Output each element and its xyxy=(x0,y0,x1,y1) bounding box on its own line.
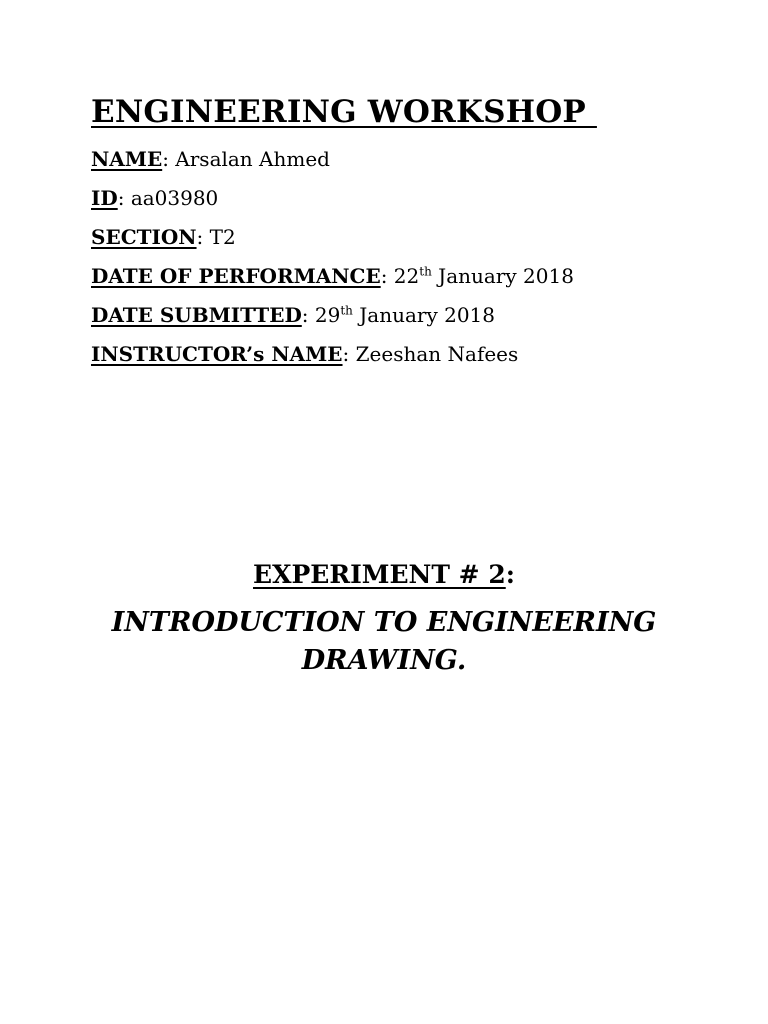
experiment-heading xyxy=(0,560,768,589)
field-date-of-performance-label: DATE OF PERFORMANCE xyxy=(91,264,381,288)
field-section xyxy=(91,224,731,263)
field-instructor-name-value: Zeeshan Nafees xyxy=(355,342,519,366)
field-name-separator: : xyxy=(162,147,176,171)
experiment-title-line-1: INTRODUCTION TO ENGINEERING xyxy=(111,607,657,638)
field-date-submitted-label: DATE SUBMITTED xyxy=(91,303,302,327)
field-date-of-performance-separator: : xyxy=(380,264,394,288)
field-instructor-name-separator: : xyxy=(342,342,356,366)
experiment-number: EXPERIMENT # 2 xyxy=(253,560,506,589)
field-date-submitted-separator: : xyxy=(301,303,315,327)
field-date-submitted-value xyxy=(315,303,495,327)
info-fields xyxy=(91,146,731,380)
date-of-performance-ordinal: th xyxy=(419,264,432,279)
date-submitted-month-year: January 2018 xyxy=(352,303,496,327)
document-title: ENGINEERING WORKSHOP xyxy=(91,94,597,130)
date-submitted-ordinal: th xyxy=(340,303,353,318)
field-instructor-name xyxy=(91,341,731,380)
field-section-label: SECTION xyxy=(91,225,197,249)
field-instructor-name-label: INSTRUCTOR’s NAME xyxy=(91,342,343,366)
experiment-title xyxy=(84,604,684,680)
field-name-label: NAME xyxy=(91,147,163,171)
date-of-performance-day: 22 xyxy=(393,264,420,288)
field-date-of-performance xyxy=(91,263,731,302)
experiment-separator: : xyxy=(505,560,515,589)
field-id xyxy=(91,185,731,224)
field-id-label: ID xyxy=(91,186,118,210)
field-id-separator: : xyxy=(117,186,131,210)
field-date-of-performance-value xyxy=(394,264,574,288)
field-name-value: Arsalan Ahmed xyxy=(175,147,330,171)
experiment-title-line-2: DRAWING. xyxy=(301,645,467,676)
field-name xyxy=(91,146,731,185)
field-section-separator: : xyxy=(196,225,210,249)
field-id-value: aa03980 xyxy=(130,186,219,210)
field-section-value: T2 xyxy=(209,225,236,249)
date-submitted-day: 29 xyxy=(314,303,341,327)
field-date-submitted xyxy=(91,302,731,341)
date-of-performance-month-year: January 2018 xyxy=(431,264,574,288)
